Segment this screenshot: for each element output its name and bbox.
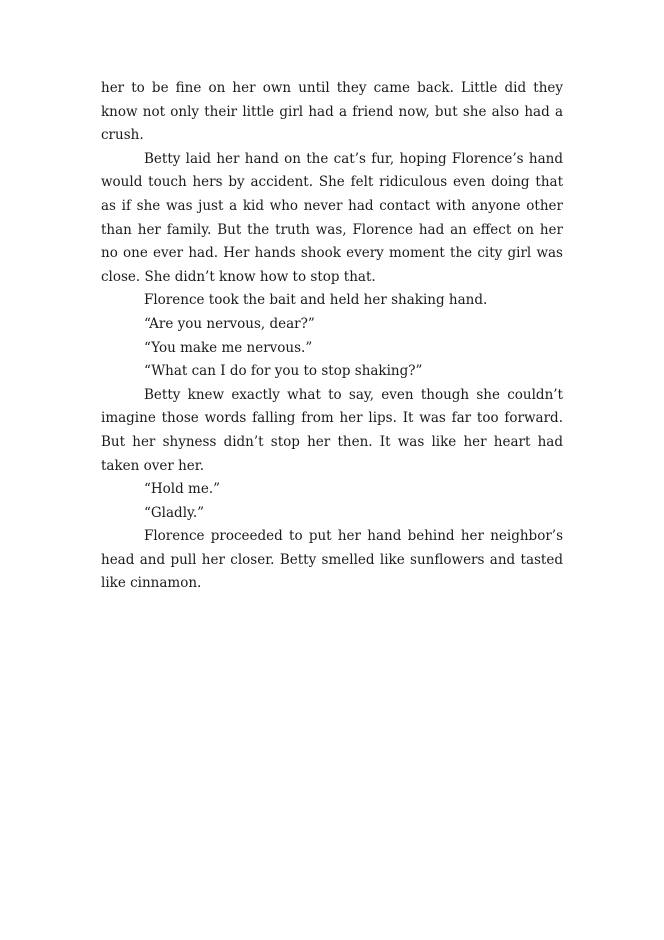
paragraph: Betty laid her hand on the cat’s fur, hoping Florence’s hand would touch hers by accident. She felt ridiculous even doing that as if she was just a kid who never had contact with anyone other than her family. But the truth was, Florence had an effect on her no one ever had. Her hands shook every moment the city girl was close. She didn’t know how to stop that. [101, 150, 563, 285]
paragraph: her to be fine on her own until they came back. Little did they know not only their little girl had a friend now, but she also had a crush. [101, 80, 563, 144]
dialogue-line: “You make me nervous.” [144, 339, 313, 356]
paragraph: Florence proceeded to put her hand behind her neighbor’s head and pull her closer. Betty smelled like sunflowers and tasted like cinnamon. [101, 528, 563, 592]
dialogue-line: “Hold me.” [144, 481, 221, 498]
dialogue-line: “Gladly.” [144, 504, 205, 521]
paragraph: Betty knew exactly what to say, even though she couldn’t imagine those words falling from her lips. It was far too forward. But her shyness didn’t stop her then. It was like her heart had taken over her. [101, 386, 563, 474]
body-text [101, 77, 563, 596]
paragraph: Florence took the bait and held her shaking hand. [144, 292, 488, 309]
dialogue-line: “Are you nervous, dear?” [144, 315, 315, 332]
dialogue-line: “What can I do for you to stop shaking?” [144, 363, 423, 380]
